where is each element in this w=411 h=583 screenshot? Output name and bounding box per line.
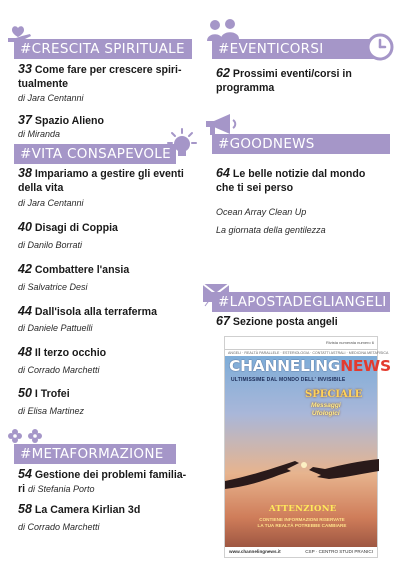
lightbulb-icon bbox=[166, 127, 198, 159]
reaching-hands-illustration bbox=[225, 437, 379, 497]
article-58-author: di Corrado Marchetti bbox=[18, 522, 100, 532]
article-40[interactable]: 40 Disagi di Coppia bbox=[18, 220, 118, 234]
article-38[interactable]: 38 Impariamo a gestire gli eventi della vita bbox=[18, 166, 184, 194]
cover-attenzione-sub-2: LA TUA REALTÀ POTREBBE CAMBIARE bbox=[257, 523, 347, 528]
cover-speciale-sub-2: Ufologici bbox=[311, 410, 340, 417]
cover-website: www.channelingnews.it bbox=[229, 549, 281, 554]
cover-masthead-2: NEWS bbox=[340, 357, 391, 375]
cover-speciale: SPECIALE bbox=[305, 389, 363, 400]
article-50[interactable]: 50 I Trofei bbox=[18, 386, 70, 400]
article-44-author: di Daniele Pattuelli bbox=[18, 323, 93, 333]
article-37[interactable]: 37 Spazio Alieno bbox=[18, 113, 104, 127]
cover-tagline: ULTIMISSIME DAL MONDO DELL' INVISIBILE bbox=[231, 377, 346, 383]
cover-attenzione: ATTENZIONE bbox=[269, 504, 337, 514]
cover-top-note: Rivista numerata numero 6 bbox=[325, 340, 374, 345]
article-64-sub-1: Ocean Array Clean Up bbox=[216, 207, 307, 217]
article-64[interactable]: 64 Le belle notizie dal mondo che ti sei perso bbox=[216, 166, 366, 194]
clock-icon bbox=[366, 33, 394, 61]
article-67[interactable]: 67 Sezione posta angeli bbox=[216, 314, 338, 328]
article-44[interactable]: 44 Dall'isola alla terraferma bbox=[18, 304, 157, 318]
article-54-author: di Stefania Porto bbox=[28, 484, 95, 494]
article-50-author: di Elisa Martinez bbox=[18, 406, 85, 416]
article-48-author: di Corrado Marchetti bbox=[18, 365, 100, 375]
article-33-author: di Jara Centanni bbox=[18, 93, 84, 103]
cover-speciale-sub bbox=[311, 402, 341, 418]
article-38-author: di Jara Centanni bbox=[18, 198, 84, 208]
article-42-author: di Salvatrice Desi bbox=[18, 282, 88, 292]
article-48[interactable]: 48 Il terzo occhio bbox=[18, 345, 107, 359]
cover-masthead bbox=[229, 357, 391, 375]
section-banner-metaformazione: #METAFORMAZIONE bbox=[14, 444, 176, 464]
article-40-author: di Danilo Borrati bbox=[18, 240, 83, 250]
cover-footer bbox=[225, 547, 377, 557]
section-banner-posta-angeli: #LAPOSTADEGLIANGELI bbox=[212, 292, 390, 312]
cover-categories: ANGELI · REALTÀ PARALLELE · ESTERIOLOGIA · CONTATTI ASTRALI · MEDICINA METAFISICA bbox=[225, 349, 377, 356]
section-banner-eventi-corsi: #EVENTICORSI bbox=[212, 39, 374, 59]
magazine-cover bbox=[224, 336, 391, 558]
cover-publisher: CSP · CENTRO STUDI PRANICI bbox=[305, 549, 373, 554]
cover-attenzione-sub bbox=[231, 517, 373, 529]
article-33[interactable]: 33 Come fare per crescere spiri- tualmente bbox=[18, 62, 182, 90]
section-banner-vita-consapevole: #VITA CONSAPEVOLE bbox=[14, 144, 176, 164]
flowers-icon bbox=[8, 428, 44, 444]
cover-attenzione-sub-1: CONTIENE INFORMAZIONI RISERVATE bbox=[259, 517, 345, 522]
article-37-author: di Miranda bbox=[18, 129, 61, 139]
article-64-sub-2: La giornata della gentilezza bbox=[216, 225, 326, 235]
article-58[interactable]: 58 La Camera Kirlian 3d bbox=[18, 502, 141, 516]
cover-speciale-sub-1: Messaggi bbox=[311, 402, 341, 409]
article-62[interactable]: 62 Prossimi eventi/corsi in programma bbox=[216, 66, 352, 94]
cover-top-strip bbox=[225, 337, 377, 349]
section-banner-crescita-spirituale: #CRESCITA SPIRITUALE bbox=[14, 39, 192, 59]
section-banner-goodnews: #GOODNEWS bbox=[212, 134, 390, 154]
article-42[interactable]: 42 Combattere l'ansia bbox=[18, 262, 130, 276]
article-54[interactable]: 54 Gestione dei problemi familia- ri bbox=[18, 467, 187, 495]
cover-masthead-1: CHANNELING bbox=[229, 357, 341, 375]
